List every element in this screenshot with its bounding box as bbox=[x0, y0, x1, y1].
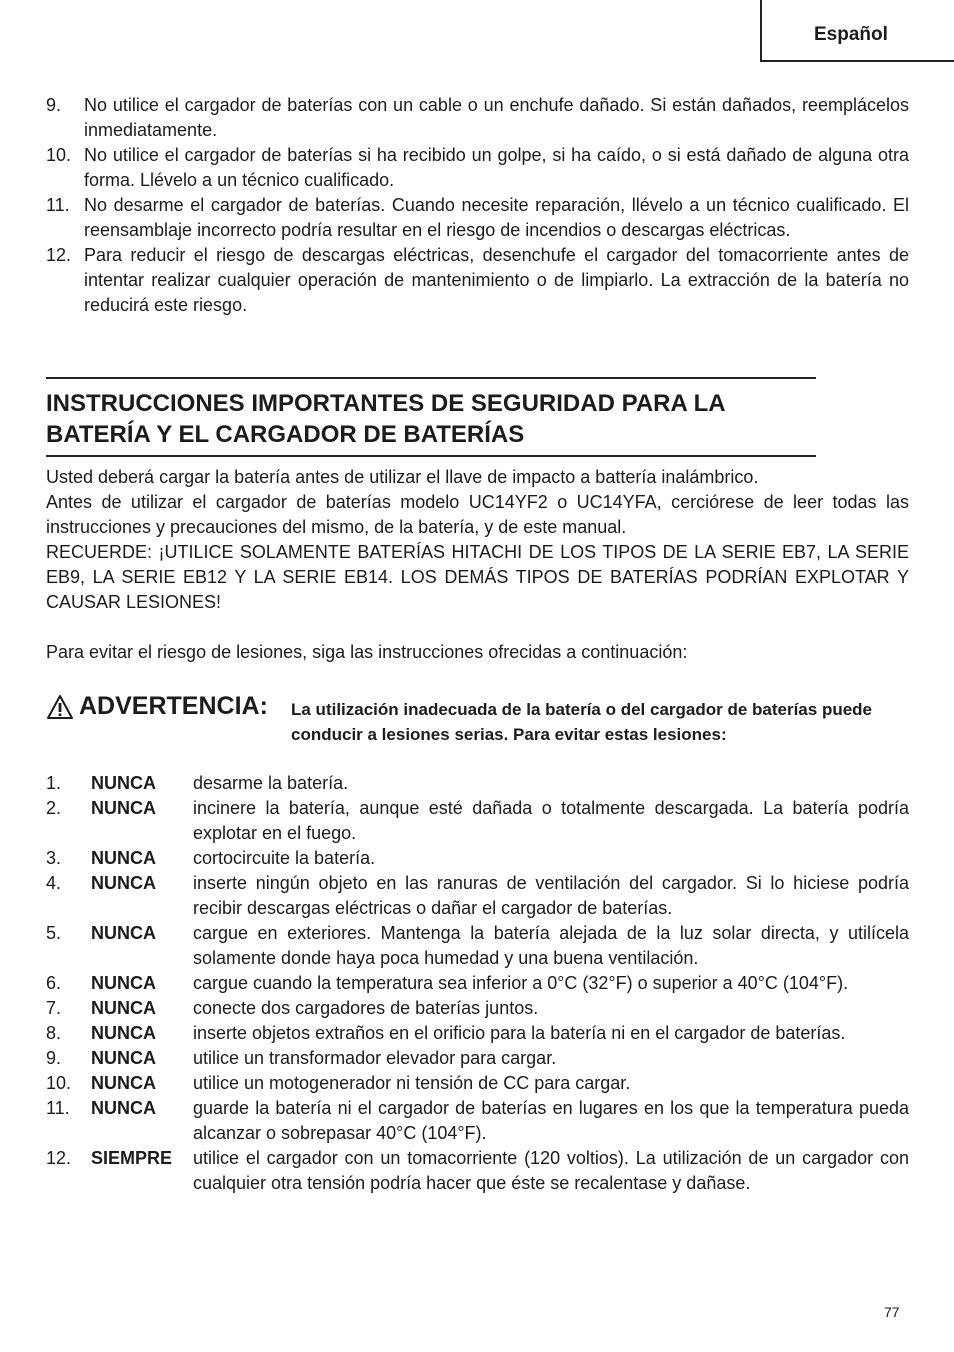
rule-item bbox=[46, 846, 909, 871]
rule-keyword: NUNCA bbox=[91, 923, 156, 943]
list-item-text: Para reducir el riesgo de descargas eléctricas, desenchufe el cargador del tomacorriente antes de intentar realizar cualquier operación de mantenimiento o de limpiarlo. La extracción de la batería no reducirá este riesgo. bbox=[84, 245, 909, 315]
intro-line: Usted deberá cargar la batería antes de utilizar el llave de impacto a battería inalámbrico. bbox=[46, 467, 759, 487]
list-item-number: 9. bbox=[46, 95, 62, 115]
list-item-text: No utilice el cargador de baterías si ha recibido un golpe, si ha caído, o si está dañado de alguna otra forma. Llévelo a un técnico cualificado. bbox=[84, 145, 909, 190]
list-item-number: 11. bbox=[46, 195, 70, 215]
rule-number: 1. bbox=[46, 773, 62, 793]
page-number: 77 bbox=[884, 1304, 900, 1320]
list-item-number: 12. bbox=[46, 245, 72, 265]
rule-text: cortocircuite la batería. bbox=[193, 848, 376, 868]
rule-number: 8. bbox=[46, 1023, 62, 1043]
battery-rules-list bbox=[46, 771, 909, 1196]
list-item bbox=[46, 143, 909, 193]
rule-text: conecte dos cargadores de baterías juntos. bbox=[193, 998, 539, 1018]
section-title-line1: INSTRUCCIONES IMPORTANTES DE SEGURIDAD PARA LA bbox=[46, 390, 726, 417]
language-tab bbox=[760, 0, 954, 62]
section-title bbox=[46, 377, 816, 457]
list-item-text: No desarme el cargador de baterías. Cuando necesite reparación, llévelo a un técnico cualificado. El reensamblaje incorrecto podría resultar en el riesgo de incendios o descargas eléctricas. bbox=[84, 195, 909, 240]
rule-item bbox=[46, 771, 909, 796]
list-item bbox=[46, 243, 909, 318]
rule-keyword: NUNCA bbox=[91, 798, 156, 818]
intro-paragraph bbox=[46, 465, 909, 615]
rule-keyword: NUNCA bbox=[91, 1073, 156, 1093]
rule-item bbox=[46, 971, 909, 996]
rule-item bbox=[46, 871, 909, 921]
intro-line: RECUERDE: ¡UTILICE SOLAMENTE BATERÍAS HITACHI DE LOS TIPOS DE LA SERIE EB7, LA SERIE EB9, LA SERIE EB12 Y LA SERIE EB14. LOS DEMÁS TIPOS DE BATERÍAS PODRÍAN EXPLOTAR Y CAUSAR LESIONES! bbox=[46, 542, 909, 612]
rule-number: 11. bbox=[46, 1098, 70, 1118]
rule-number: 7. bbox=[46, 998, 62, 1018]
rule-number: 3. bbox=[46, 848, 62, 868]
instructions-note: Para evitar el riesgo de lesiones, siga las instrucciones ofrecidas a continuación: bbox=[46, 642, 688, 662]
rule-text: guarde la batería ni el cargador de baterías en lugares en los que la temperatura pueda alcanzar o sobrepasar 40°C (104°F). bbox=[193, 1098, 909, 1143]
rule-item bbox=[46, 1021, 909, 1046]
rule-item bbox=[46, 996, 909, 1021]
rule-item bbox=[46, 1146, 909, 1196]
rule-keyword: NUNCA bbox=[91, 1048, 156, 1068]
list-item-number: 10. bbox=[46, 145, 72, 165]
rule-number: 6. bbox=[46, 973, 62, 993]
intro-line: Antes de utilizar el cargador de baterías modelo UC14YF2 o UC14YFA, cerciórese de leer todas las instrucciones y precauciones del mismo, de la batería, y de este manual. bbox=[46, 492, 909, 537]
list-item bbox=[46, 93, 909, 143]
rule-number: 2. bbox=[46, 798, 62, 818]
rule-number: 9. bbox=[46, 1048, 62, 1068]
rule-text: utilice un transformador elevador para cargar. bbox=[193, 1048, 557, 1068]
rule-item bbox=[46, 1046, 909, 1071]
rule-text: utilice un motogenerador ni tensión de CC para cargar. bbox=[193, 1073, 631, 1093]
rule-number: 4. bbox=[46, 873, 62, 893]
list-item-text: No utilice el cargador de baterías con un cable o un enchufe dañado. Si están dañados, reemplácelos inmediatamente. bbox=[84, 95, 909, 140]
rule-item bbox=[46, 1096, 909, 1146]
rule-text: inserte objetos extraños en el orificio para la batería ni en el cargador de baterías. bbox=[193, 1023, 846, 1043]
rule-text: utilice el cargador con un tomacorriente (120 voltios). La utilización de un cargador con cualquier otra tensión podría hacer que éste se recalentase y dañase. bbox=[193, 1148, 909, 1193]
rule-keyword: NUNCA bbox=[91, 973, 156, 993]
rule-item bbox=[46, 921, 909, 971]
warning-triangle-icon bbox=[46, 694, 74, 720]
rule-number: 5. bbox=[46, 923, 62, 943]
rule-text: incinere la batería, aunque esté dañada o totalmente descargada. La batería podría explotar en el fuego. bbox=[193, 798, 909, 843]
rule-text: cargue en exteriores. Mantenga la batería alejada de la luz solar directa, y utilícela solamente donde haya poca humedad y una buena ventilación. bbox=[193, 923, 909, 968]
warning-heading: ADVERTENCIA: bbox=[79, 692, 268, 720]
rule-keyword: NUNCA bbox=[91, 1098, 156, 1118]
list-item bbox=[46, 193, 909, 243]
rule-text: cargue cuando la temperatura sea inferior a 0°C (32°F) o superior a 40°C (104°F). bbox=[193, 973, 849, 993]
section-title-line2: BATERÍA Y EL CARGADOR DE BATERÍAS bbox=[46, 421, 525, 448]
rule-keyword: NUNCA bbox=[91, 773, 156, 793]
rule-keyword: NUNCA bbox=[91, 848, 156, 868]
rule-item bbox=[46, 1071, 909, 1096]
rule-item bbox=[46, 796, 909, 846]
rule-number: 12. bbox=[46, 1148, 72, 1168]
language-label: Español bbox=[814, 24, 888, 45]
warning-text: La utilización inadecuada de la batería o del cargador de baterías puede conducir a lesiones serias. Para evitar estas lesiones: bbox=[291, 700, 873, 744]
rule-keyword: NUNCA bbox=[91, 1023, 156, 1043]
rule-keyword: NUNCA bbox=[91, 998, 156, 1018]
rule-text: desarme la batería. bbox=[193, 773, 349, 793]
charger-safety-list bbox=[46, 93, 909, 318]
rule-keyword: SIEMPRE bbox=[91, 1148, 173, 1168]
rule-text: inserte ningún objeto en las ranuras de ventilación del cargador. Si lo hiciese podría recibir descargas eléctricas o dañar el cargador de baterías. bbox=[193, 873, 909, 918]
rule-number: 10. bbox=[46, 1073, 72, 1093]
warning-block bbox=[46, 690, 912, 750]
rule-keyword: NUNCA bbox=[91, 873, 156, 893]
